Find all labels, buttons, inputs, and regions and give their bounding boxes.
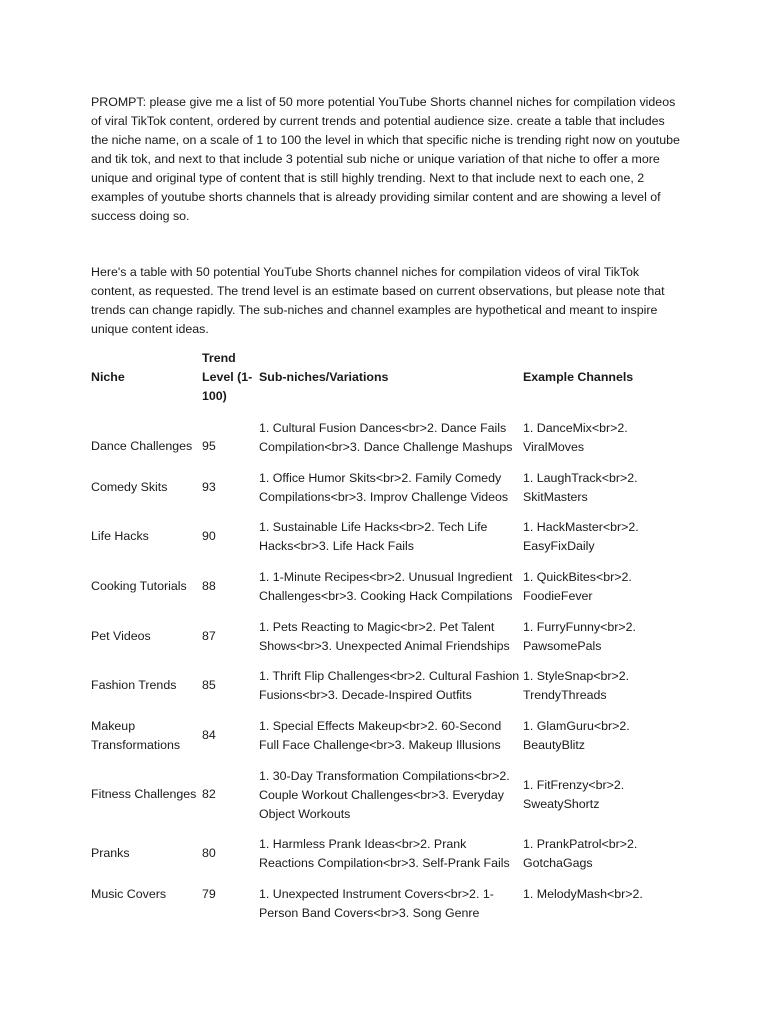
examples-cell: 1. FurryFunny<br>2. PawsomePals — [523, 620, 636, 653]
niche-cell: Fashion Trends — [91, 678, 177, 692]
trend-cell: 93 — [202, 480, 216, 494]
sub-niches-cell: 1. Office Humor Skits<br>2. Family Comedy Compilations<br>3. Improv Challenge Videos — [259, 471, 509, 504]
niche-cell: Cooking Tutorials — [91, 579, 187, 593]
trend-cell: 79 — [202, 887, 216, 901]
sub-niches-cell: 1. Cultural Fusion Dances<br>2. Dance Fails Compilation<br>3. Dance Challenge Mashups — [259, 421, 513, 454]
trend-cell: 85 — [202, 678, 216, 692]
niche-cell: Pet Videos — [91, 629, 151, 643]
niche-cell: Pranks — [91, 846, 130, 860]
trend-cell: 95 — [202, 439, 216, 453]
examples-cell: 1. GlamGuru<br>2. BeautyBlitz — [523, 719, 630, 752]
sub-niches-cell: 1. Sustainable Life Hacks<br>2. Tech Life Hacks<br>3. Life Hack Fails — [259, 520, 488, 553]
trend-cell: 80 — [202, 846, 216, 860]
sub-niches-cell: 1. Unexpected Instrument Covers<br>2. 1-Person Band Covers<br>3. Song Genre — [259, 887, 494, 920]
niche-cell: Fitness Challenges — [91, 787, 197, 801]
header-trend-level: Trend Level (1-100) — [202, 351, 253, 403]
examples-cell: 1. PrankPatrol<br>2. GotchaGags — [523, 837, 638, 870]
examples-cell: 1. QuickBites<br>2. FoodieFever — [523, 570, 632, 603]
niche-cell: Life Hacks — [91, 529, 149, 543]
header-sub-niches: Sub-niches/Variations — [259, 370, 389, 384]
sub-niches-cell: 1. 1-Minute Recipes<br>2. Unusual Ingredient Challenges<br>3. Cooking Hack Compilations — [259, 570, 513, 603]
sub-niches-cell: 1. Special Effects Makeup<br>2. 60-Second Full Face Challenge<br>3. Makeup Illusions — [259, 719, 502, 752]
sub-niches-cell: 1. Harmless Prank Ideas<br>2. Prank Reactions Compilation<br>3. Self-Prank Fails — [259, 837, 510, 870]
header-example-channels: Example Channels — [523, 370, 634, 384]
niche-cell: Makeup Transformations — [91, 719, 181, 752]
examples-cell: 1. MelodyMash<br>2. — [523, 887, 643, 901]
examples-cell: 1. FitFrenzy<br>2. SweatyShortz — [523, 778, 625, 811]
niche-cell: Music Covers — [91, 887, 167, 901]
header-niche: Niche — [91, 370, 125, 384]
sub-niches-cell: 1. Pets Reacting to Magic<br>2. Pet Talent Shows<br>3. Unexpected Animal Friendships — [259, 620, 510, 653]
examples-cell: 1. StyleSnap<br>2. TrendyThreads — [523, 669, 630, 702]
prompt-paragraph: PROMPT: please give me a list of 50 more potential YouTube Shorts channel niches for compilation videos of viral TikTok content, ordered by current trends and potential audience size. create a table that includes the niche name, on a scale of 1 to 100 the level in which that specific niche is trending right now on youtube and tik tok, and next to that include 3 potential sub niche or unique variation of that niche to offer a more unique and original type of content that is still highly trending. Next to that include next to each one, 2 examples of youtube shorts channels that is already providing similar content and are showing a level of success doing so. — [91, 95, 680, 223]
sub-niches-cell: 1. 30-Day Transformation Compilations<br>2. Couple Workout Challenges<br>3. Everyday Object Workouts — [259, 769, 510, 821]
trend-cell: 90 — [202, 529, 216, 543]
examples-cell: 1. DanceMix<br>2. ViralMoves — [523, 421, 628, 454]
niche-cell: Dance Challenges — [91, 439, 193, 453]
trend-cell: 84 — [202, 728, 216, 742]
examples-cell: 1. LaughTrack<br>2. SkitMasters — [523, 471, 638, 504]
niche-cell: Comedy Skits — [91, 480, 168, 494]
trend-cell: 82 — [202, 787, 216, 801]
trend-cell: 88 — [202, 579, 216, 593]
intro-paragraph: Here's a table with 50 potential YouTube Shorts channel niches for compilation videos of viral TikTok content, as requested. The trend level is an estimate based on current observations, but please note that trends can change rapidly. The sub-niches and channel examples are hypothetical and meant to inspire unique content ideas. — [91, 265, 665, 336]
sub-niches-cell: 1. Thrift Flip Challenges<br>2. Cultural Fashion Fusions<br>3. Decade-Inspired Outfits — [259, 669, 520, 702]
trend-cell: 87 — [202, 629, 216, 643]
examples-cell: 1. HackMaster<br>2. EasyFixDaily — [523, 520, 639, 553]
